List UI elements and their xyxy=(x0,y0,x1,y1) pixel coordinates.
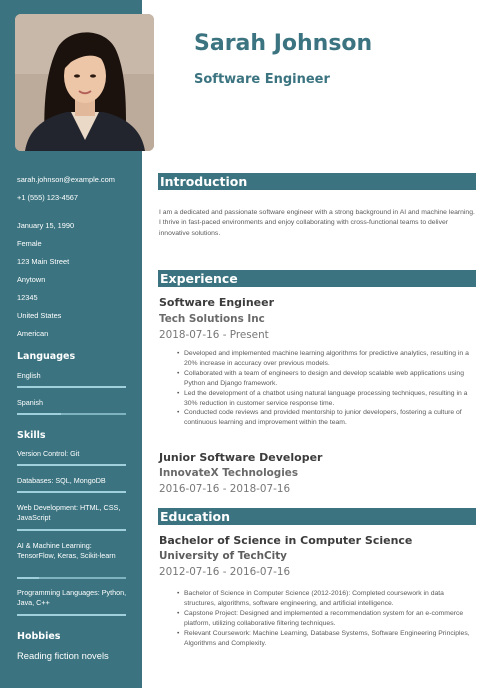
introduction-heading: Introduction xyxy=(158,173,476,190)
skill-level-fill xyxy=(17,529,126,531)
list-item: • Developed and implemented machine learning algorithms for predictive analytics, resulting in a 20% increase in accuracy over previous models. xyxy=(177,349,477,369)
introduction-text: I am a dedicated and passionate software engineer with a strong background in AI and machine learning. I thrive in fast-paced environments and enjoy collaborating with cross-functional teams to deliver innovative solutions. xyxy=(159,209,475,237)
phone-text: +1 (555) 123-4567 xyxy=(17,193,79,202)
candidate-title: Software Engineer xyxy=(194,72,330,87)
email-text: sarah.johnson@example.com xyxy=(17,175,115,184)
profile-photo-image xyxy=(15,14,154,151)
skill-level-fill xyxy=(17,464,126,466)
skill-level-fill xyxy=(17,614,126,616)
skill-item: Programming Languages: Python, Java, C++ xyxy=(17,588,127,607)
language-spanish: Spanish xyxy=(17,398,43,407)
skill-item: Databases: SQL, MongoDB xyxy=(17,476,106,485)
gender-text: Female xyxy=(17,239,42,248)
profile-photo xyxy=(15,14,154,151)
job-company: InnovateX Technologies xyxy=(159,467,299,479)
job-responsibilities xyxy=(177,349,477,428)
job-title: Software Engineer xyxy=(159,296,274,309)
list-item: • Led the development of a chatbot using natural language processing techniques, resulting in a 30% reduction in customer service response time. xyxy=(177,389,477,409)
school-name: University of TechCity xyxy=(159,550,287,562)
nationality-text: American xyxy=(17,329,49,338)
degree-title: Bachelor of Science in Computer Science xyxy=(159,534,413,547)
skill-level-fill xyxy=(17,577,39,579)
job-company: Tech Solutions Inc xyxy=(159,313,265,325)
skills-heading: Skills xyxy=(17,430,46,441)
skill-level-bar xyxy=(17,529,126,531)
hobby-item: Reading fiction novels xyxy=(17,650,109,661)
candidate-name: Sarah Johnson xyxy=(194,31,373,56)
experience-heading: Experience xyxy=(158,270,476,287)
language-english: English xyxy=(17,371,41,380)
education-heading: Education xyxy=(158,508,476,525)
job-title: Junior Software Developer xyxy=(159,451,323,464)
job-dates: 2018-07-16 - Present xyxy=(159,329,269,341)
zip-text: 12345 xyxy=(17,293,38,302)
skill-level-bar xyxy=(17,491,126,493)
language-level-bar xyxy=(17,386,126,388)
skill-item: Web Development: HTML, CSS, JavaScript xyxy=(17,503,121,522)
job-dates: 2016-07-16 - 2018-07-16 xyxy=(159,483,291,495)
birthdate-text: January 15, 1990 xyxy=(17,221,75,230)
country-text: United States xyxy=(17,311,62,320)
language-level-fill xyxy=(17,386,126,388)
street-text: 123 Main Street xyxy=(17,257,70,266)
education-dates: 2012-07-16 - 2016-07-16 xyxy=(159,566,291,578)
list-item: • Bachelor of Science in Computer Science (2012-2016): Completed coursework in data structures, algorithms, software engineering, and artificial intelligence. xyxy=(177,589,477,609)
list-item: • Capstone Project: Designed and implemented a recommendation system for an e-commerce platform, utilizing collaborative filtering techniques. xyxy=(177,609,477,629)
city-text: Anytown xyxy=(17,275,46,284)
language-level-bar xyxy=(17,413,126,415)
contact-info xyxy=(17,174,135,346)
skill-level-bar xyxy=(17,614,126,616)
skill-level-bar xyxy=(17,577,126,579)
hobbies-heading: Hobbies xyxy=(17,631,61,642)
list-item: • Relevant Coursework: Machine Learning, Database Systems, Software Engineering Principles, Algorithms and Complexity. xyxy=(177,629,477,649)
list-item: • Collaborated with a team of engineers to design and develop scalable web applications using Python and Django framework. xyxy=(177,369,477,389)
language-level-fill xyxy=(17,413,61,415)
skill-level-fill xyxy=(17,491,126,493)
skill-level-bar xyxy=(17,464,126,466)
skill-item: Version Control: Git xyxy=(17,449,80,458)
languages-heading: Languages xyxy=(17,351,76,362)
education-details xyxy=(177,589,477,648)
list-item: • Conducted code reviews and provided mentorship to junior developers, fostering a culture of continuous learning and improvement within the team. xyxy=(177,408,477,428)
skill-item: AI & Machine Learning: TensorFlow, Keras, Scikit-learn xyxy=(17,541,116,560)
